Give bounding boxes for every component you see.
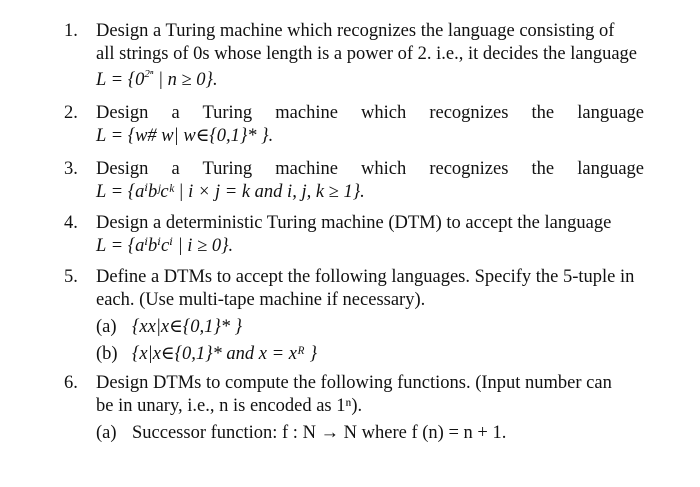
formula: L = {aⁱbʲcᵏ | i × j = k and i, j, k ≥ 1}.	[96, 182, 365, 202]
sub-text: Successor function: f : N → N where f (n) = n + 1.	[132, 423, 507, 443]
formula: {xx|x∈{0,1}* }	[132, 317, 243, 337]
question-text-line: Design DTMs to compute the following functions. (Input number can	[96, 373, 612, 393]
question-4	[64, 212, 644, 258]
question-number: 3.	[64, 159, 78, 179]
question-text-line: Design a Turing machine which recognizes the language consisting of	[96, 21, 615, 41]
question-text-line: be in unary, i.e., n is encoded as 1ⁿ).	[96, 396, 363, 416]
question-number: 1.	[64, 21, 78, 41]
question-text-line: all strings of 0s whose length is a power of 2. i.e., it decides the language	[96, 44, 637, 64]
question-text-line: Design a Turing machine which recognizes the language	[96, 103, 644, 123]
question-text-line: Design a deterministic Turing machine (DTM) to accept the language	[96, 213, 612, 233]
question-6	[64, 372, 644, 445]
formula: {x|x∈{0,1}* and x = xᴿ }	[132, 344, 317, 364]
sub-label: (a)	[96, 317, 117, 337]
question-number: 4.	[64, 213, 78, 233]
formula: $L = \{0^{2^n}$ | n ≥ 0}.	[96, 68, 218, 90]
formula: L = {w# w| w∈{0,1}* }.	[96, 126, 274, 146]
question-number: 2.	[64, 103, 78, 123]
question-3	[64, 158, 644, 204]
question-text-line: Design a Turing machine which recognizes the language	[96, 159, 644, 179]
question-number: 5.	[64, 267, 78, 287]
question-text-line: each. (Use multi-tape machine if necessary).	[96, 290, 426, 310]
question-1	[64, 20, 644, 94]
question-number: 6.	[64, 373, 78, 393]
sub-question-a	[96, 422, 644, 445]
sub-label: (a)	[96, 423, 117, 443]
question-2	[64, 102, 644, 148]
sub-question-b	[96, 343, 644, 366]
question-text-line: Define a DTMs to accept the following languages. Specify the 5-tuple in	[96, 267, 635, 287]
question-5	[64, 266, 644, 366]
sub-question-a	[96, 316, 644, 339]
sub-label: (b)	[96, 344, 118, 364]
formula: L = {aⁱbⁱcⁱ | i ≥ 0}.	[96, 236, 234, 256]
